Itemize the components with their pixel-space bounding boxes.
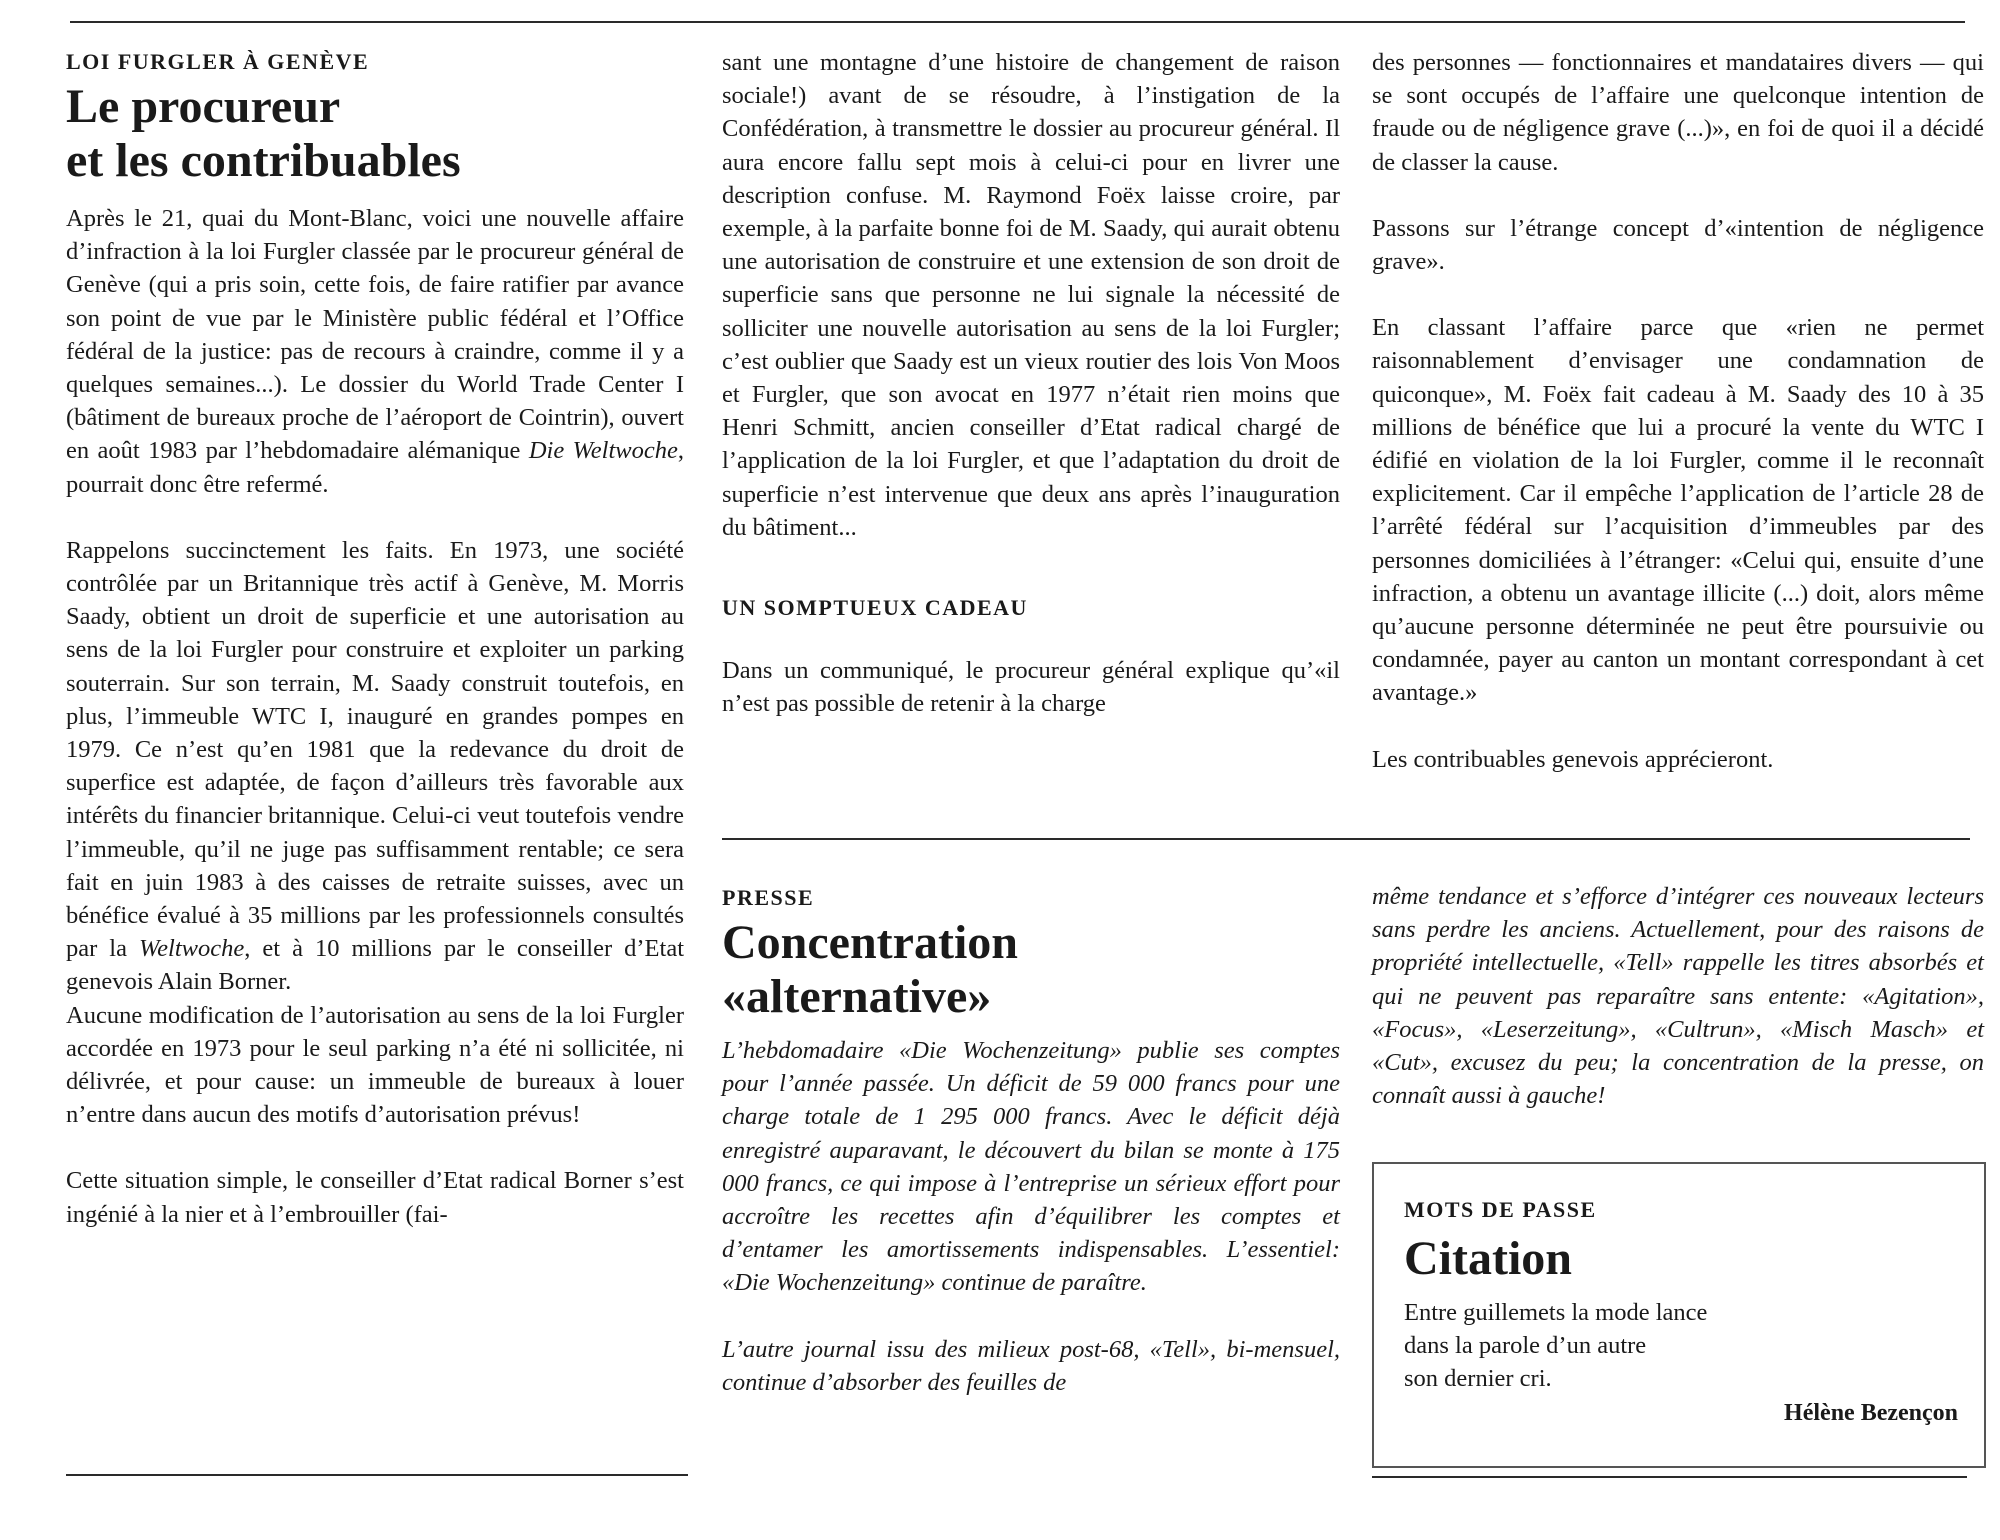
- article1-column-2: [722, 46, 1340, 720]
- text-run: Rappelons succinctement les faits. En 1973, une société contrôlée par un Britannique très actif à Genève, M. Morris Saady, obtient un droit de superficie et une autorisation au sens de la loi Furgler pour construire et exploiter un parking souterrain. Sur son terrain, M. Saady construit toutefois, en plus, l’immeuble WTC I, inauguré en grandes pompes en 1979. Ce n’est qu’en 1981 que la redevance du droit de superfice est adaptée, de façon d’ailleurs très favorable aux intérêts du financier britannique. Celui-ci veut toutefois vendre l’immeuble, qu’il ne juge pas suffisamment rentable; ce sera fait en juin 1983 à des caisses de retraite suisses, avec un bénéfice évalué à 35 millions par les professionnels consultés par la: [66, 536, 684, 963]
- article1-paragraph: des personnes — fonctionnaires et mandataires divers — qui se sont occupés de l’affaire une quelconque intention de fraude ou de négligence grave (...)», en foi de quoi il a décidé de classer la cause.: [1372, 49, 1984, 176]
- article1-paragraph: Aucune modification de l’autorisation au sens de la loi Furgler accordée en 1973 pour le seul parking n’a été ni sollicitée, ni délivrée, et pour cause: un immeuble de bureaux à louer n’entre dans aucun des motifs d’autorisation prévus!: [66, 1001, 684, 1129]
- article1-paragraph: Cette situation simple, le conseiller d’Etat radical Borner s’est ingénié à la nier et à l’embrouiller (fai-: [66, 1167, 684, 1228]
- article1-paragraph: Passons sur l’étrange concept d’«intention de négligence grave».: [1372, 214, 1984, 276]
- text-emphasis: Die Weltwoche: [528, 437, 678, 465]
- article1-title-line1: Le procureur: [66, 80, 341, 133]
- text-emphasis: Weltwoche: [139, 935, 245, 963]
- article2-paragraph: L’hebdomadaire «Die Wochenzeitung» publie ses comptes pour l’année passée. Un déficit de 59 000 francs pour une charge totale de 1 295 000 francs. Avec le déficit déjà enregistré auparavant, le découvert du bilan se monte à 175 000 francs, ce qui impose à l’entreprise un sérieux effort pour accroître les recettes afin d’équilibrer les comptes et d’entamer les amortissements indispensables. L’essentiel: «Die Wochenzeitung» continue de paraître.: [722, 1037, 1340, 1297]
- article2-title-line1: Concentration: [722, 916, 1018, 969]
- box-line: son dernier cri.: [1404, 1365, 1552, 1393]
- text-run: , et à 10 millions par le conseiller d’Etat genevois Alain Borner.: [66, 935, 685, 996]
- text-run: Après le 21, quai du Mont-Blanc, voici une nouvelle affaire d’infraction à la loi Furgler classée par le procureur général de Genève (qui a pris soin, cette fois, de faire ratifier par avance son point de vue par le Ministère public fédéral et l’Office fédéral de la justice: pas de recours à craindre, comme il y a quelques semaines...). Le dossier du World Trade Center I (bâtiment de bureaux proche de l’aéroport de Cointrin), ouvert en août 1983 par l’hebdomadaire alémanique: [66, 205, 684, 465]
- article1-paragraph: [66, 202, 684, 501]
- article1-paragraph: [66, 534, 684, 999]
- article1-title-line2: et les contribuables: [66, 134, 461, 187]
- article2-column-3: [1372, 880, 1984, 1112]
- box-line: dans la parole d’un autre: [1404, 1332, 1647, 1360]
- top-rule: [70, 21, 1965, 23]
- text-run: , pourrait donc être refermé.: [66, 437, 684, 498]
- article1-paragraph: En classant l’affaire parce que «rien ne permet raisonnablement d’envisager une condamnation de quiconque», M. Foëx fait cadeau à M. Saady des 10 à 35 millions de bénéfice que lui a procuré la vente du WTC I édifié en violation de la loi Furgler, comme il le reconnaît explicitement. Car il empêche l’application de l’article 28 de l’arrêté fédéral sur l’acquisition d’immeubles par des personnes domiciliées à l’étranger: «Celui qui, ensuite d’une infraction, a obtenu un avantage illicite (...) doit, alors même qu’aucune personne déterminée ne peut être poursuivie ou condamnée, payer au canton un montant correspondant à cet avantage.»: [1372, 314, 1984, 707]
- article2-kicker: PRESSE: [722, 885, 815, 910]
- middle-rule: [722, 838, 1970, 840]
- article1-paragraph: sant une montagne d’une histoire de changement de raison sociale!) avant de se résoudre, à l’instigation de la Confédération, à transmettre le dossier au procureur général. Il aura encore fallu sept mois à celui-ci pour en livrer une description confuse. M. Raymond Foëx laisse croire, par exemple, à la parfaite bonne foi de M. Saady, qui aurait obtenu une autorisation de construire et une extension de son droit de superficie sans que personne ne lui signale la nécessité de solliciter une nouvelle autorisation au sens de la loi Furgler; c’est oublier que Saady est un vieux routier des lois Von Moos et Furgler, que son avocat en 1977 n’était rien moins que Henri Schmitt, ancien conseiller d’Etat radical chargé de l’application de la loi Furgler, et que l’adaptation du droit de superficie n’est intervenue que deux ans après l’inauguration du bâtiment...: [722, 49, 1340, 541]
- article1-paragraph: Les contribuables genevois apprécieront.: [1372, 745, 1774, 773]
- article2-column-2: [722, 884, 1340, 1399]
- bottom-rule-left: [66, 1474, 688, 1476]
- article1-title: [66, 80, 684, 188]
- article1-subheading: UN SOMPTUEUX CADEAU: [722, 595, 1028, 621]
- box-kicker: MOTS DE PASSE: [1404, 1197, 1597, 1222]
- bottom-rule-right: [1372, 1476, 1967, 1478]
- article1-column-3: [1372, 46, 1984, 776]
- article2-paragraph: L’autre journal issu des milieux post-68, «Tell», bi-mensuel, continue d’absorber des feuilles de: [722, 1335, 1340, 1396]
- box-author: Hélène Bezençon: [1784, 1399, 1958, 1426]
- article1-kicker: LOI FURGLER À GENÈVE: [66, 49, 370, 74]
- article1-column-1: [66, 48, 684, 1231]
- article2-title-line2: «alternative»: [722, 970, 992, 1023]
- article2-paragraph: même tendance et s’efforce d’intégrer ces nouveaux lecteurs sans perdre les anciens. Actuellement, pour des raisons de propriété intellectuelle, «Tell» rappelle les titres absorbés et qui ne peuvent pas reparaître sans entente: «Agitation», «Focus», «Leserzeitung», «Cultrun», «Misch Masch» et «Cut», excusez du peu; la concentration de la presse, on connaît aussi à gauche!: [1372, 883, 1984, 1110]
- article1-paragraph: Dans un communiqué, le procureur général explique qu’«il n’est pas possible de retenir à la charge: [722, 657, 1340, 718]
- quote-box: [1372, 1162, 1986, 1468]
- box-line: Entre guillemets la mode lance: [1404, 1299, 1708, 1326]
- article2-title: [722, 916, 1340, 1024]
- box-title: Citation: [1404, 1232, 1572, 1285]
